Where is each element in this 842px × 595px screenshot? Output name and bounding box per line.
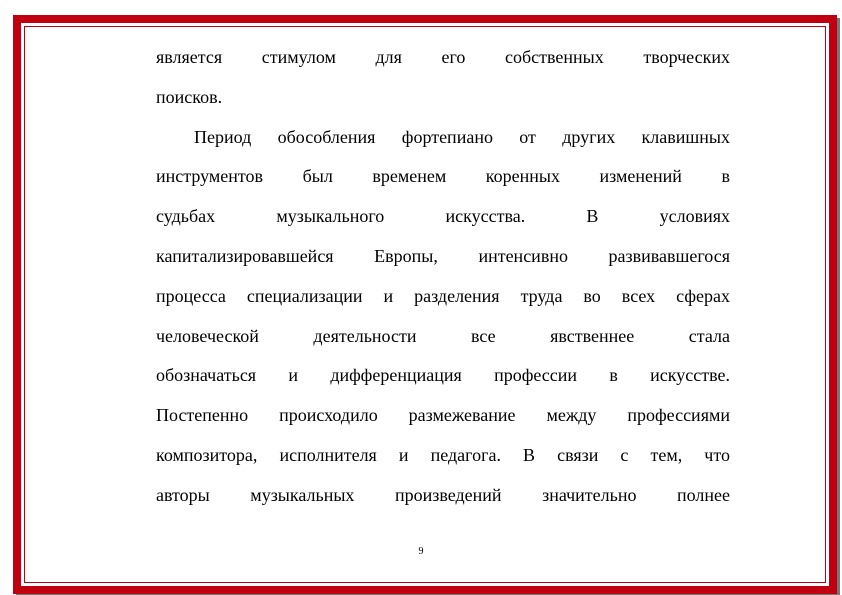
body-text [156,42,730,520]
text-line: капитализировавшейся Европы, интенсивно развивавшегося [156,245,730,266]
paragraph-first-line: Период обособления фортепиано от других клавишных [194,126,730,147]
page-number: 9 [418,546,424,557]
text-line: поисков. [156,86,223,107]
text-line: Постепенно происходило размежевание между профессиями [156,405,730,426]
text-line: является стимулом для его собственных творческих [156,47,730,67]
text-line: композитора, исполнителя и педагога. В связи с тем, что [156,444,730,465]
text-line: обозначаться и дифференциация профессии в искусстве. [156,365,730,386]
text-line: инструментов был временем коренных изменений в [156,166,730,187]
text-line: судьбах музыкального искусства. В условиях [156,206,730,227]
text-line: процесса специализации и разделения труда во всех сферах [156,285,730,306]
text-line: авторы музыкальных произведений значительно полнее [156,484,730,505]
text-line: человеческой деятельности все явственнее стала [156,325,730,346]
